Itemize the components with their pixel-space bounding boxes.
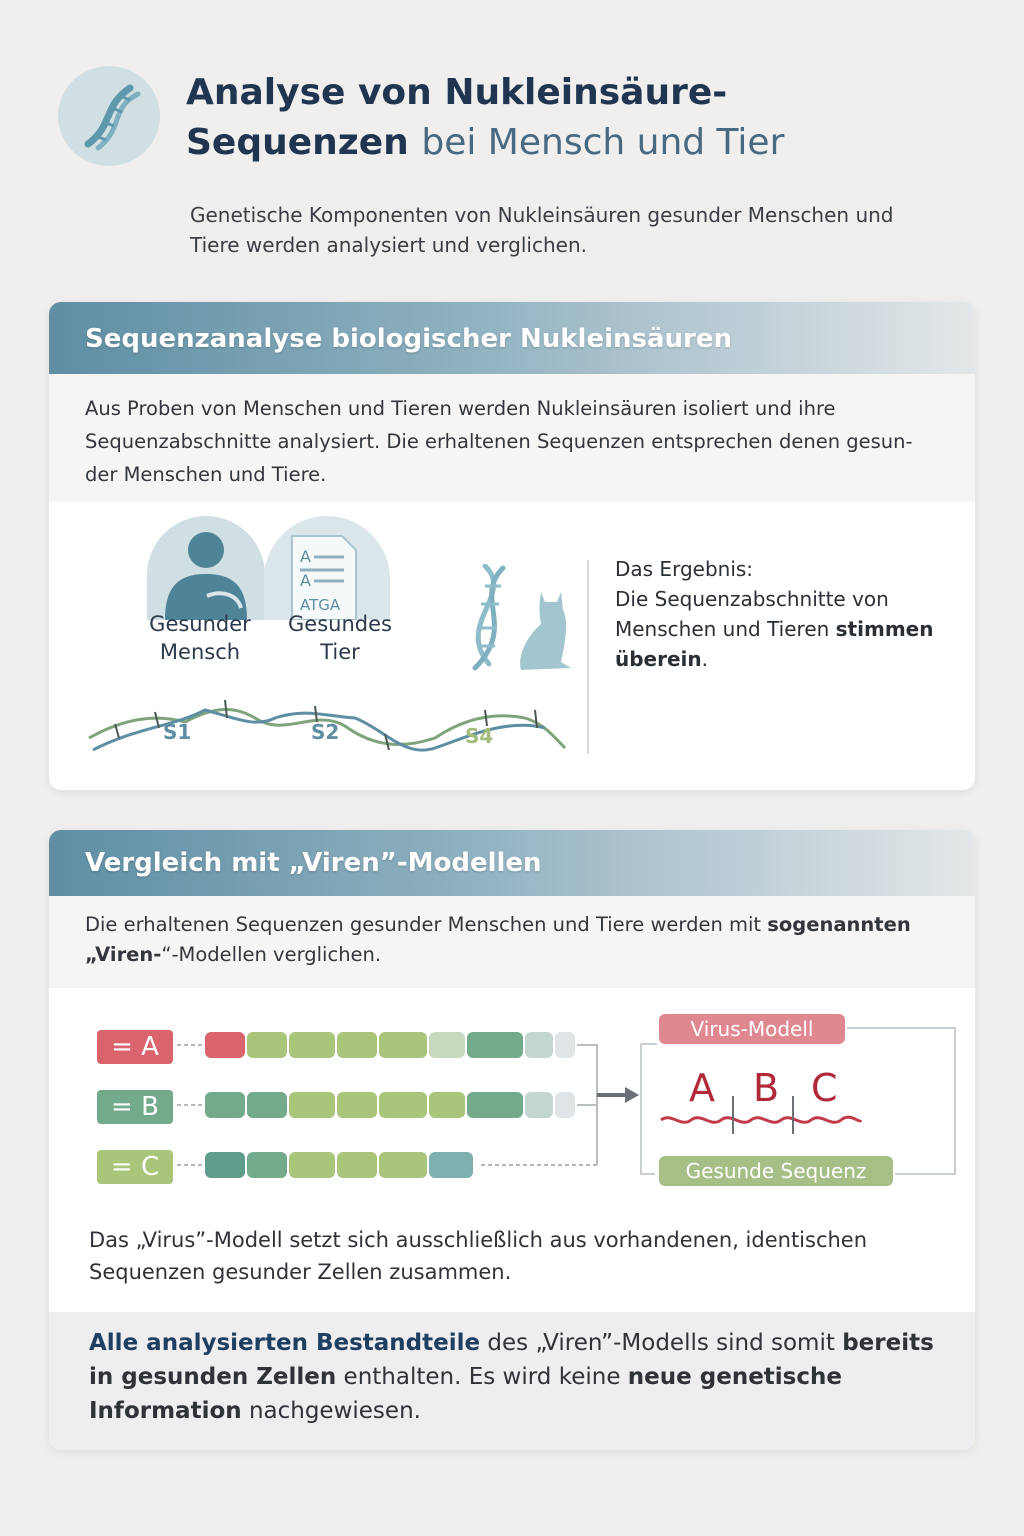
vertical-divider: [587, 560, 589, 754]
virus-model-comparison-card: [49, 830, 975, 1450]
result-end: .: [701, 647, 708, 671]
title-light-part: bei Mensch und Tier: [421, 122, 785, 163]
row-a-segments: [205, 1032, 575, 1058]
conclusion-bold-3: neue genetische Information: [89, 1364, 842, 1424]
section2-intro: [49, 896, 975, 988]
virus-letter-a: A: [689, 1066, 715, 1110]
section2-heading: Vergleich mit „Viren”-Modellen: [49, 830, 975, 896]
document-icon: [264, 516, 390, 620]
page-title: [186, 68, 986, 168]
title-line-1: Analyse von Nukleinsäure-: [186, 72, 728, 113]
intro-post: “-Modellen verglichen.: [161, 943, 382, 966]
conclusion-bold-1: Alle analysierten Bestandteile: [89, 1330, 481, 1356]
section1-heading: Sequenzanalyse biologischer Nukleinsäuren: [49, 302, 975, 374]
conclusion-box: [49, 1312, 975, 1450]
title-line-2: [186, 118, 986, 168]
virus-model-label: Virus-Modell: [659, 1014, 845, 1044]
section1-illustration: [49, 502, 975, 790]
label-a-badge: = A: [97, 1030, 173, 1064]
title-bold-part: Sequenzen: [186, 122, 409, 163]
virus-model-explanation: Das „Virus”-Modell setzt sich ausschließlich aus vorhandenen, identischen Sequenzen gesunder Zellen zusammen.: [89, 1228, 868, 1284]
result-heading: Das Ergebnis:: [615, 557, 754, 581]
doc-sequence-text: ATGA: [300, 596, 341, 614]
person-icon: [147, 516, 265, 620]
sequence-label-s4: S4: [465, 724, 494, 748]
healthy-sequence-label: Gesunde Sequenz: [659, 1156, 893, 1186]
conclusion-bold-2: bereits in gesunden Zellen: [89, 1330, 934, 1390]
label-c-badge: = C: [97, 1150, 173, 1184]
cat-icon: [445, 564, 577, 680]
page-subtitle: Genetische Komponenten von Nukleinsäuren gesunder Menschen und Tiere werden analysiert und verglichen.: [190, 203, 894, 257]
section1-intro: Aus Proben von Menschen und Tieren werden Nukleinsäuren isoliert und ihre Sequenzabschnitte analysiert. Die erhaltenen Sequenzen entsprechen denen gesun-der Menschen und Tiere.: [49, 374, 975, 502]
row-b-segments: [205, 1092, 575, 1118]
healthy-animal-label: Gesundes Tier: [288, 612, 392, 664]
intro-bold: sogenannten „Viren-: [85, 913, 911, 966]
conclusion-text-2: enthalten. Es wird keine: [343, 1364, 621, 1390]
conclusion-text-3: nachgewiesen.: [248, 1398, 421, 1424]
healthy-human-label: Gesunder Mensch: [149, 612, 251, 664]
sequence-label-s2: S2: [311, 720, 340, 744]
result-bold: stimmen überein: [615, 617, 934, 671]
label-b-badge: = B: [97, 1090, 173, 1124]
result-body: Die Sequenzabschnitte von Menschen und Tieren: [615, 587, 889, 641]
svg-text:A: A: [300, 571, 311, 590]
section2-diagram: [49, 988, 975, 1312]
virus-letter-c: C: [811, 1066, 838, 1110]
intro-text: Die erhaltenen Sequenzen gesunder Menschen und Tiere werden mit: [85, 913, 762, 936]
arrow-right-icon: [597, 1087, 639, 1103]
conclusion-text-1: des „Viren”-Modells sind somit: [487, 1330, 835, 1356]
virus-letter-b: B: [753, 1066, 780, 1110]
result-text: [615, 554, 945, 674]
sequence-analysis-card: [49, 302, 975, 790]
row-c-segments: [205, 1152, 473, 1178]
dna-icon: [58, 66, 160, 166]
svg-text:A: A: [300, 547, 311, 566]
sequence-label-s1: S1: [163, 720, 192, 744]
